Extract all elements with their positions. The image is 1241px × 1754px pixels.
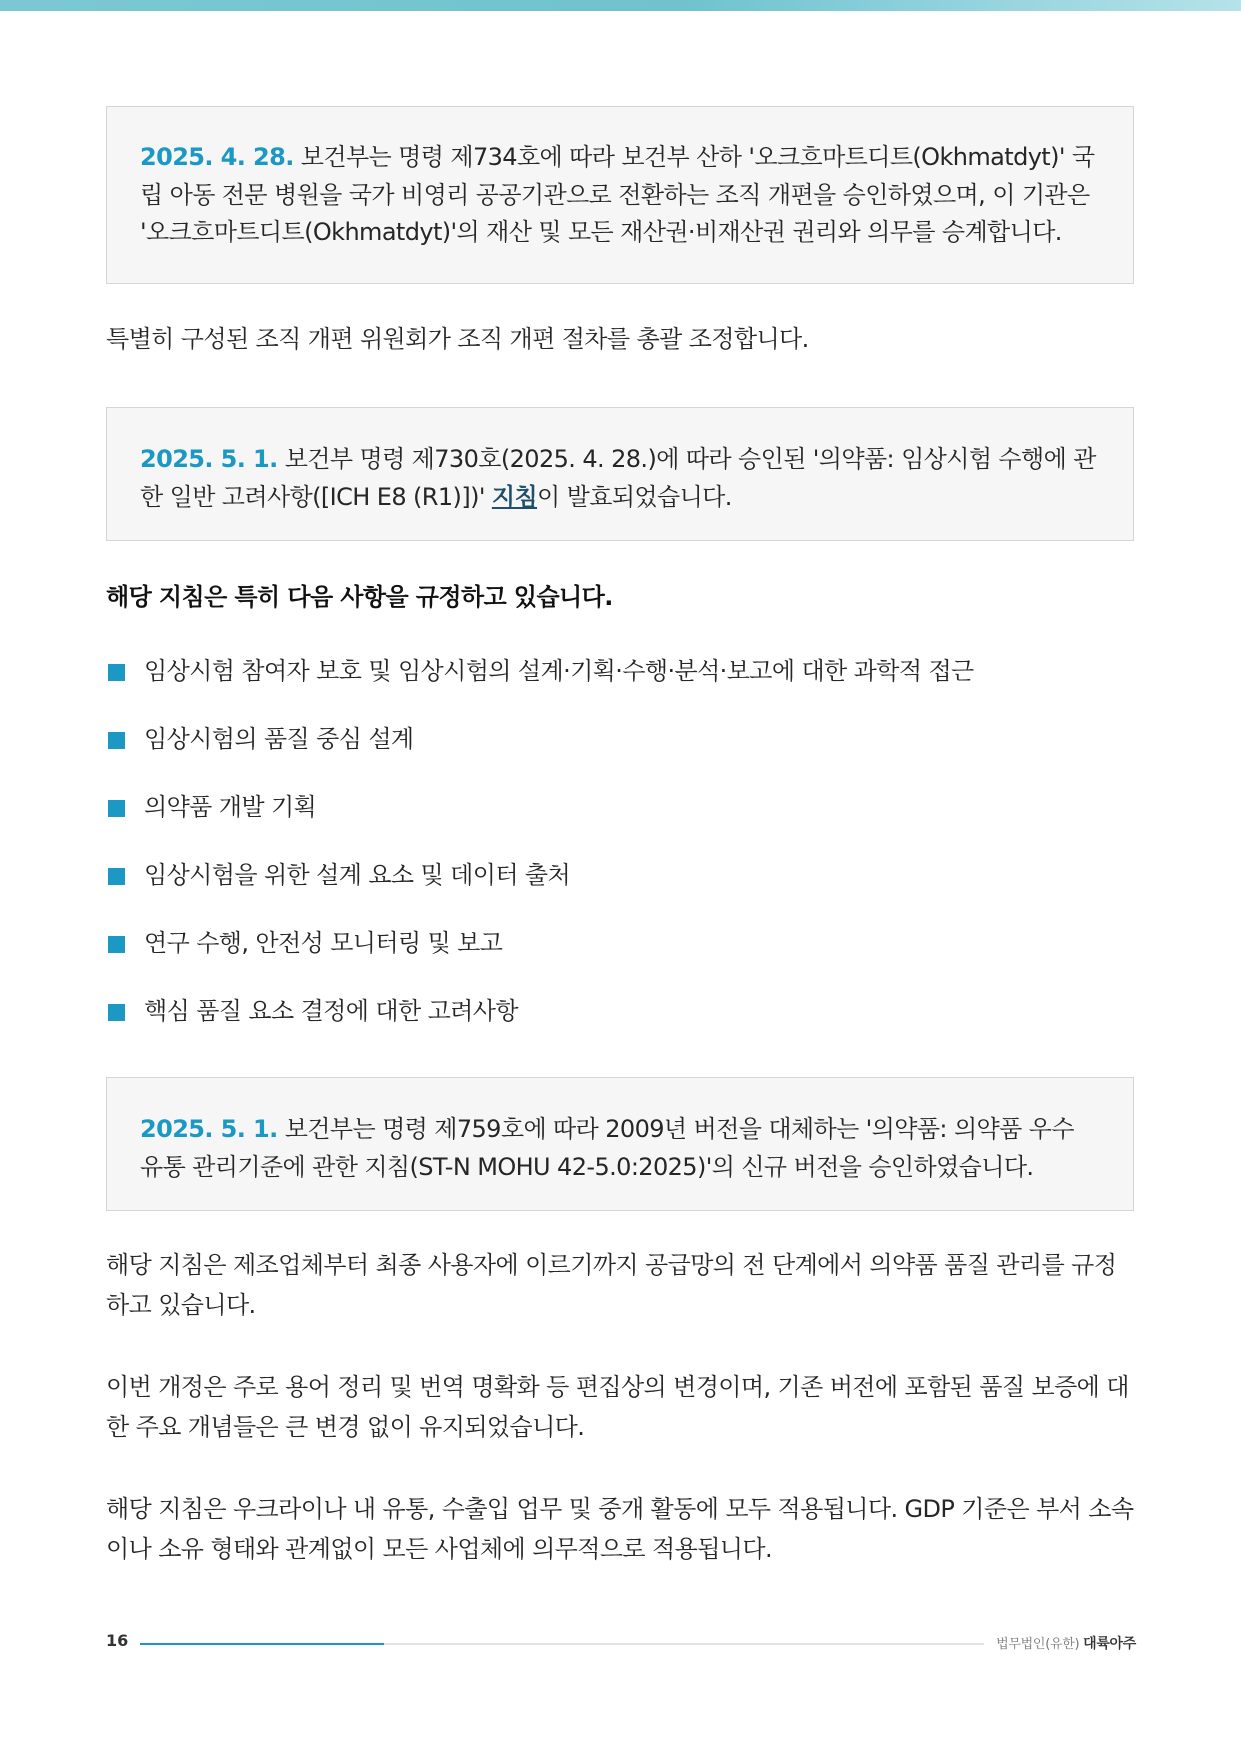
paragraph-gdp-scope: 해당 지침은 제조업체부터 최종 사용자에 이르기까지 공급망의 전 단계에서 의약품 품질 관리를 규정하고 있습니다. [106, 1251, 1117, 1319]
square-bullet-icon [108, 1004, 125, 1021]
square-bullet-icon [108, 936, 125, 953]
square-bullet-icon [108, 868, 125, 885]
notice-text-tail: 이 발효되었습니다. [537, 482, 732, 511]
section-heading: 해당 지침은 특히 다음 사항을 규정하고 있습니다. [106, 583, 613, 611]
notice-date: 2025. 4. 28. [140, 143, 294, 171]
list-item: 핵심 품질 요소 결정에 대한 고려사항 [106, 991, 1136, 1059]
top-accent-bar [0, 0, 1241, 11]
notice-text: 보건부 명령 제730호(2025. 4. 28.)에 따라 승인된 '의약품: 임상시험 수행에 관한 일반 고려사항([ICH E8 (R1)])' [140, 445, 1096, 511]
list-item: 임상시험 참여자 보호 및 임상시험의 설계·기획·수행·분석·보고에 대한 과학적 접근 [106, 651, 1136, 719]
firm-name: 대륙아주 [1083, 1636, 1136, 1652]
paragraph-committee: 특별히 구성된 조직 개편 위원회가 조직 개편 절차를 총괄 조정합니다. [106, 325, 809, 353]
provisions-list [106, 651, 1136, 1059]
notice-date: 2025. 5. 1. [140, 445, 278, 473]
footer-rule-accent [140, 1643, 384, 1645]
notice-box-okhmatdyt [106, 106, 1134, 284]
footer-rule [140, 1643, 984, 1645]
square-bullet-icon [108, 800, 125, 817]
paragraph-revision: 이번 개정은 주로 용어 정리 및 번역 명확화 등 편집상의 변경이며, 기존 버전에 포함된 품질 보증에 대한 주요 개념들은 큰 변경 없이 유지되었습니다. [106, 1373, 1129, 1441]
square-bullet-icon [108, 664, 125, 681]
notice-box-gdp [106, 1077, 1134, 1211]
square-bullet-icon [108, 732, 125, 749]
paragraph-application: 해당 지침은 우크라이나 내 유통, 수출입 업무 및 중개 활동에 모두 적용됩니다. GDP 기준은 부서 소속이나 소유 형태와 관계없이 모든 사업체에 의무적으로 적용됩니다. [106, 1495, 1134, 1563]
page-number: 16 [106, 1631, 129, 1650]
notice-box-ich-e8 [106, 407, 1134, 541]
firm-prefix: 법무법인(유한) [996, 1637, 1080, 1652]
notice-date: 2025. 5. 1. [140, 1115, 278, 1143]
notice-text: 보건부는 명령 제759호에 따라 2009년 버전을 대체하는 '의약품: 의약품 우수 유통 관리기준에 관한 지침(ST-N MOHU 42-5.0:2025)'의 신규 버전을 승인하였습니다. [140, 1115, 1074, 1181]
guideline-link[interactable]: 지침 [491, 482, 538, 511]
list-item: 임상시험을 위한 설계 요소 및 데이터 출처 [106, 855, 1136, 923]
footer-firm [996, 1633, 1136, 1653]
list-item: 임상시험의 품질 중심 설계 [106, 719, 1136, 787]
list-item: 의약품 개발 기획 [106, 787, 1136, 855]
notice-text: 보건부는 명령 제734호에 따라 보건부 산하 '오크흐마트디트(Okhmatdyt)' 국립 아동 전문 병원을 국가 비영리 공공기관으로 전환하는 조직 개편을 승인하였으며, 이 기관은 '오크흐마트디트(Okhmatdyt)'의 재산 및 모든 재산권·비재산권 권리와 의무를 승계합니다. [140, 143, 1095, 246]
list-item: 연구 수행, 안전성 모니터링 및 보고 [106, 923, 1136, 991]
